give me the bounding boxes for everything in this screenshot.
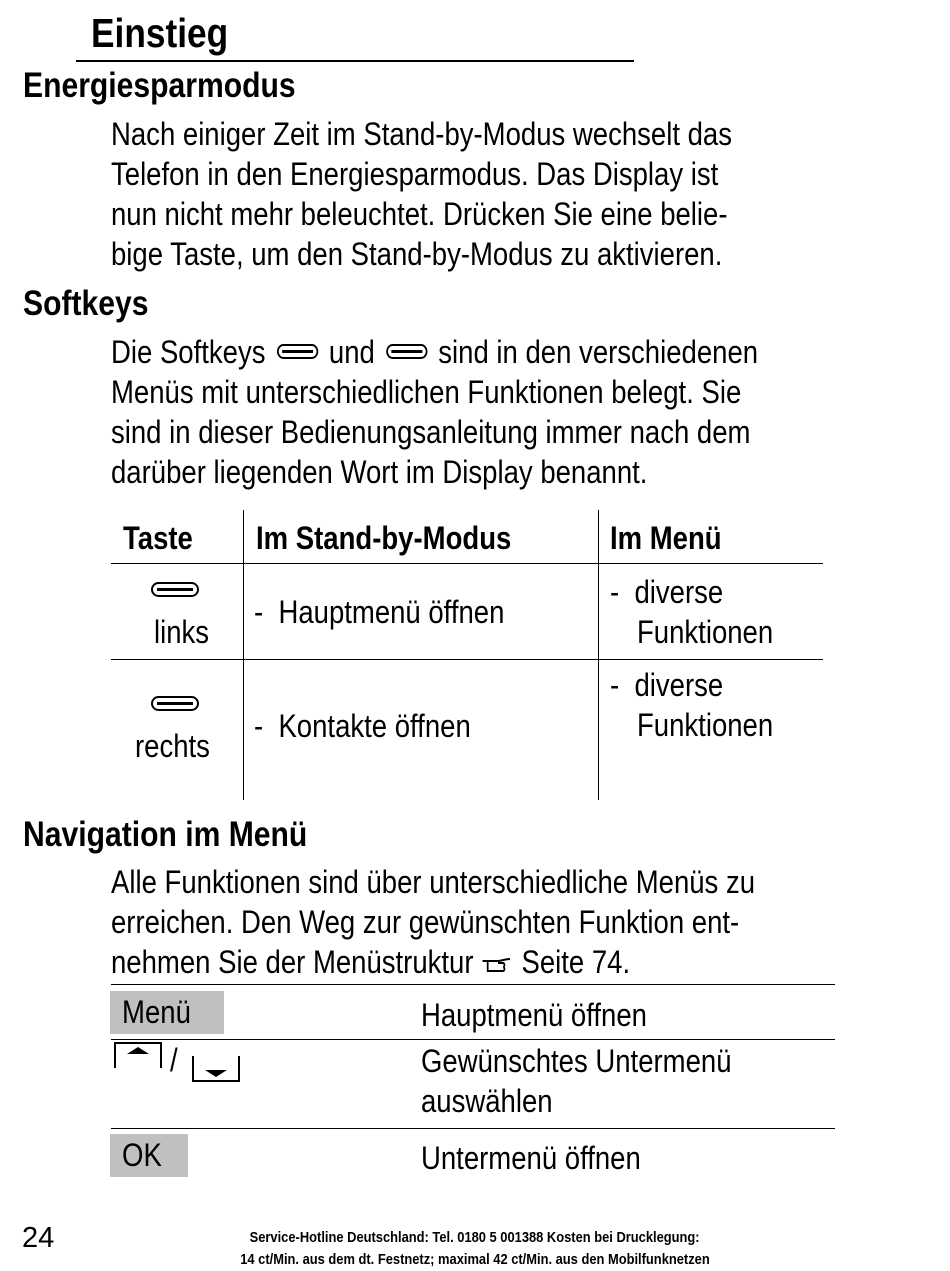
- footer-hotline-line1: Service-Hotline Deutschland: Tel. 0180 5 001388 Kosten bei Drucklegung:: [250, 1229, 700, 1246]
- table-divider: [111, 563, 823, 564]
- nav-table-divider: [111, 1128, 835, 1129]
- table-divider: [111, 659, 823, 660]
- softkey-table: [111, 510, 823, 800]
- section-title-softkeys: Softkeys: [23, 284, 149, 323]
- table-divider: [598, 510, 599, 800]
- energy-paragraph: Nach einiger Zeit im Stand-by-Modus wechselt das Telefon in den Energiesparmodus. Das Display ist nun nicht mehr beleuchtet. Drücken Sie eine belie- bige Taste, um den Stand-by-Modus zu aktivieren.: [111, 116, 733, 272]
- nav-table-divider: [111, 984, 835, 985]
- table-header-standby: Im Stand-by-Modus: [256, 520, 512, 556]
- table-header-taste: Taste: [123, 520, 193, 556]
- menu-function: - diverse: [610, 574, 724, 610]
- menu-function-cont: Funktionen: [637, 614, 774, 650]
- nav-desc: Untermenü öffnen: [421, 1140, 641, 1176]
- right-softkey-icon: [386, 344, 427, 359]
- ok-key-button: OK: [110, 1134, 188, 1177]
- nav-desc: Gewünschtes Untermenü: [421, 1043, 732, 1079]
- menu-function: - diverse: [610, 667, 724, 703]
- key-label-rechts: rechts: [135, 728, 210, 764]
- table-divider: [243, 510, 244, 800]
- standby-function: - Hauptmenü öffnen: [254, 594, 505, 630]
- nav-key-separator: /: [170, 1042, 178, 1078]
- standby-function: - Kontakte öffnen: [254, 708, 471, 744]
- nav-desc-cont: auswählen: [421, 1083, 553, 1119]
- nav-desc: Hauptmenü öffnen: [421, 997, 647, 1033]
- nav-table-divider: [111, 1039, 835, 1040]
- footer-hotline-line2: 14 ct/Min. aus dem dt. Festnetz; maximal 42 ct/Min. aus den Mobilfunknetzen: [240, 1251, 710, 1268]
- section-title-navigation: Navigation im Menü: [23, 815, 308, 854]
- page-header-title: Einstieg: [91, 10, 229, 56]
- page-number: 24: [22, 1222, 55, 1254]
- section-title-energy: Energiesparmodus: [23, 66, 296, 105]
- softkeys-paragraph: Die Softkeys und sind in den verschiedenen Menüs mit unterschiedlichen Funktionen belegt. Sie sind in dieser Bedienungsanleitung immer nach dem darüber liegenden Wort im Display benannt.: [111, 334, 759, 490]
- left-softkey-icon: [151, 582, 199, 597]
- menu-function-cont: Funktionen: [637, 707, 774, 743]
- pointing-hand-icon: [481, 953, 514, 975]
- nav-up-icon: [114, 1042, 162, 1068]
- navigation-paragraph: Alle Funktionen sind über unterschiedliche Menüs zu erreichen. Den Weg zur gewünschten Funktion ent- nehmen Sie der Menüstruktur Seite 74.: [111, 864, 756, 980]
- menu-key-button: Menü: [110, 991, 224, 1034]
- key-label-links: links: [154, 614, 210, 650]
- nav-down-icon: [192, 1056, 240, 1082]
- right-softkey-icon: [151, 696, 199, 711]
- header-underline: [76, 60, 634, 62]
- table-header-menu: Im Menü: [610, 520, 722, 556]
- left-softkey-icon: [277, 344, 318, 359]
